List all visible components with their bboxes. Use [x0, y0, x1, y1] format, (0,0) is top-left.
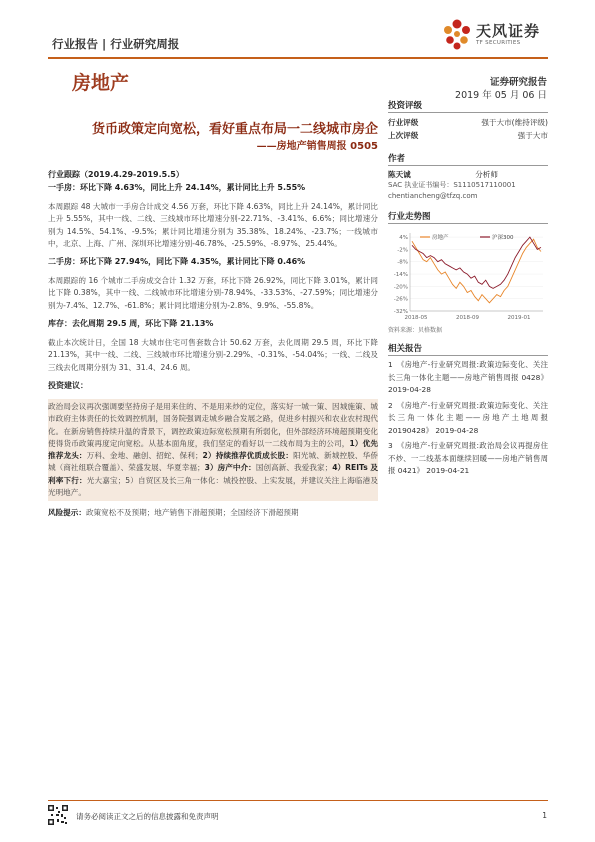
first-hand-paragraph: 本周跟踪 48 大城市一手房合计成交 4.56 万套，环比下降 4.63%，同比上升 24.14%，累计同比上升 5.55%，其中一线、二线、三线城市环比增速分别-22.71%、-3.41%、6.6%；同比增速分别为 14.5%、54.1%、-9.5%；累计同比增速分别为 35.38%、18.24%、-23.7%；一线城市中，北京、上海、广州、深圳环比增速分别-46.78%、-25.59%、-8.97%、25.44%。	[48, 202, 378, 248]
author-role: 分析师	[475, 170, 498, 179]
tracking-heading: 行业跟踪（2019.4.29-2019.5.5）	[48, 170, 184, 179]
advice-paragraph	[48, 399, 378, 501]
author-heading: 作者	[388, 152, 548, 166]
advice-bold-4: 4）REITs 及利率下行：	[48, 463, 378, 485]
chart-y-tick-label: -2%	[397, 247, 408, 254]
chart-source: 资料来源：贝格数据	[388, 327, 443, 334]
related-reports	[388, 359, 548, 478]
header-rule	[48, 57, 548, 59]
breadcrumb: 行业报告 | 行业研究周报	[52, 37, 180, 51]
chart-y-tick-label: -32%	[393, 309, 408, 315]
advice-bold-2: 2）持续推荐优质成长股：	[202, 451, 294, 461]
risk-label: 风险提示：	[48, 508, 86, 518]
chart-legend-label: 沪深300	[492, 235, 514, 241]
chart-y-tick-label: -26%	[393, 296, 408, 303]
sub-title: ——房地产销售周报 0505	[256, 141, 378, 152]
chart-series-line-hs300	[412, 237, 541, 288]
advice-text-1: 万科、金地、融创、招蛇、保利；	[86, 451, 203, 461]
second-hand-paragraph: 本周跟踪的 16 个城市二手房成交合计 1.32 万套，环比下降 26.92%，同比下降 3.01%，累计同比下降 0.38%，其中一线、二线城市环比增速分别-78.94%、-33.53%、-27.59%；同比增速分别为-7.4%、12.7%、-61.8%；累计同比增速分别为-2.8%、9.9%、-55.8%。	[48, 276, 378, 310]
rating-heading: 投资评级	[388, 99, 548, 113]
related-heading: 相关报告	[388, 342, 548, 356]
inventory-heading: 库存：去化周期 29.5 周，环比下降 21.13%	[48, 319, 214, 329]
advice-bold-1: 1）优先推荐龙头：	[48, 438, 378, 461]
related-report-title: 《房地产-行业研究周报:政策边际变化、关注长三角一体化主题——房地产销售周报 0428》	[388, 360, 548, 382]
advice-text: 政治局会议再次强调要坚持房子是用来住的、不是用来炒的定位，落实好一城一策、因城施策、城市政府主体责任的长效调控机制，国务院强调走城乡融合发展之路，促进乡村振兴和农业农村现代化。在新房销售持续升温的背景下，调控政策边际宽松预期有所弱化，但外部经济环境超预期变化使得货币政策再度定向宽松。从基本面角度，我们坚定的看好以一二线布局为主的公司，	[48, 401, 378, 448]
last-rating-label: 上次评级	[388, 131, 419, 140]
author-name: 陈天诚	[388, 170, 411, 179]
risk-notice	[48, 507, 378, 519]
sector-title: 房地产	[72, 72, 130, 94]
main-body	[48, 168, 378, 520]
related-report-date: 2019-04-28	[388, 385, 431, 394]
advice-text-4: 光大嘉宝；5）自贸区及长三角一体化：城投控股、上实发展，并建议关注上海临港及光明地产。	[48, 475, 379, 498]
related-report-index: 1	[388, 360, 393, 369]
related-report-index: 2	[388, 400, 393, 410]
advice-bold-3: 3）房产中介：	[204, 463, 256, 473]
author-email[interactable]: chentiancheng@tfzq.com	[388, 192, 478, 200]
first-hand-heading: 一手房：环比下降 4.63%，同比上升 24.14%，累计同比上升 5.55%	[48, 183, 306, 192]
chart-y-tick-label: -14%	[393, 272, 408, 279]
report-date: 2019 年 05 月 06 日	[455, 90, 547, 101]
main-title: 货币政策定向宽松，看好重点布局一二线城市房企	[91, 122, 378, 137]
inventory-paragraph: 截止本次统计日，全国 18 大城市住宅可售套数合计 50.62 万套，去化周期 29.5 周，环比下降 21.13%，其中一线、二线、三线城市环比增速分别-2.29%、-0.31%、-54.04%；一线、二线及三线去化周期分别为 31、31.4、24.6 周。	[48, 338, 378, 372]
chart-x-tick-label: 2018-05	[404, 315, 428, 321]
industry-rating-row	[388, 116, 548, 129]
chart-y-tick-label: -8%	[397, 259, 408, 266]
related-report-title: 《房地产-行业研究周报:政策边际变化、关注长三角一体化主题——房地产土地周报 20190428》	[388, 400, 548, 435]
second-hand-heading: 二手房：环比下降 27.94%，同比下降 4.35%，累计同比下降 0.46%	[48, 257, 306, 267]
logo-name: 天风证券	[476, 22, 541, 40]
last-rating-row	[388, 129, 548, 142]
chart-heading: 行业走势图	[388, 210, 548, 224]
advice-text-3: 国创高新、我爱我家；	[255, 463, 333, 473]
chart-x-tick-label: 2018-09	[456, 315, 479, 321]
trend-chart	[388, 227, 548, 323]
logo-subtitle: TF SECURITIES	[476, 40, 521, 46]
sidebar	[388, 99, 548, 481]
author-block	[388, 169, 548, 202]
trend-chart-svg	[388, 227, 548, 323]
report-type: 证券研究报告	[489, 77, 547, 88]
industry-rating-label: 行业评级	[388, 118, 419, 127]
chart-legend-label: 房地产	[432, 235, 449, 241]
related-report-index: 3	[388, 441, 393, 450]
related-report-item[interactable]	[388, 440, 548, 478]
related-report-item[interactable]	[388, 359, 548, 397]
related-report-date: 2019-04-28	[435, 425, 479, 435]
related-report-date: 2019-04-21	[426, 466, 470, 475]
advice-text-2: 阳光城、新城控股、华侨城（商社组联合覆盖）、荣盛发展、华夏幸福；	[48, 451, 378, 473]
footer-rule	[48, 800, 548, 801]
qr-code-icon	[48, 805, 68, 825]
flower-logo-icon	[440, 16, 474, 52]
advice-heading: 投资建议：	[48, 380, 88, 390]
chart-y-tick-label: -20%	[393, 284, 408, 291]
chart-x-tick-label: 2019-01	[507, 315, 531, 321]
last-rating-value: 强于大市	[517, 131, 548, 140]
chart-y-tick-label: 4%	[399, 235, 408, 242]
author-cert: SAC 执业证书编号：S1110517110001	[388, 181, 516, 189]
page-number: 1	[542, 811, 547, 820]
industry-rating-value: 强于大市(维持评级)	[481, 118, 548, 127]
related-report-title: 《房地产-行业研究周报:政治局会议再提房住不炒、一二线基本面继续回暖——房地产销售周报 0421》	[388, 441, 548, 475]
risk-text: 政策宽松不及预期；地产销售下滑超预期；全国经济下滑超预期	[85, 508, 299, 518]
chart-series-line-property	[412, 239, 541, 303]
related-report-item[interactable]	[388, 400, 548, 438]
footer-disclaimer: 请务必阅读正文之后的信息披露和免责声明	[76, 812, 219, 821]
company-logo	[440, 16, 550, 56]
